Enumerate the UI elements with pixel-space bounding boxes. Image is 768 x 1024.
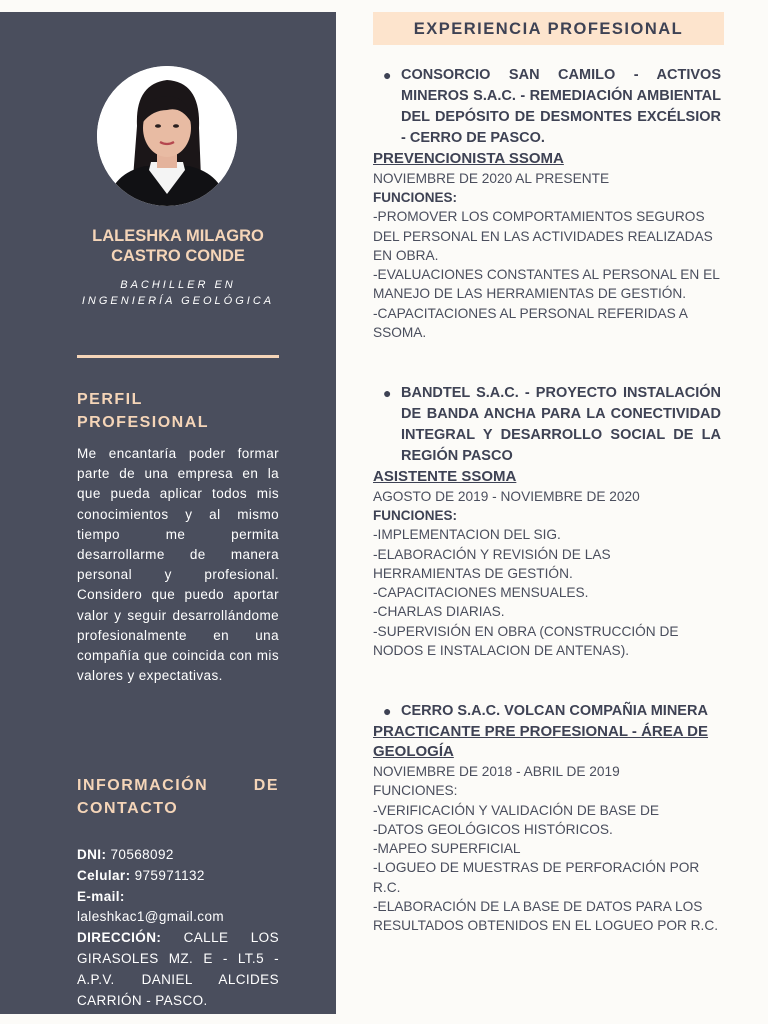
job-dates: NOVIEMBRE DE 2018 - ABRIL DE 2019 [373, 764, 620, 779]
experience-entry [373, 701, 721, 936]
bullet-icon: ● [383, 385, 392, 401]
function-item: -SUPERVISIÓN EN OBRA (CONSTRUCCIÓN DE NODOS E INSTALACION DE ANTENAS). [373, 623, 679, 659]
phone-value: 975971132 [130, 867, 205, 883]
dni-row [77, 845, 279, 866]
sidebar [0, 12, 336, 1014]
job-role: PRACTICANTE PRE PROFESIONAL - ÁREA DE GEOLOGÍA [373, 723, 709, 760]
address-value: CALLE LOS GIRASOLES MZ. E - LT.5 - A.P.V. DANIEL ALCIDES CARRIÓN - PASCO. [77, 930, 279, 1008]
functions-label: FUNCIONES: [373, 190, 457, 206]
experience-entry [373, 65, 721, 342]
experience-entry [373, 383, 721, 660]
profile-heading: PERFIL PROFESIONAL [77, 391, 210, 431]
function-item: -IMPLEMENTACION DEL SIG. [373, 527, 561, 543]
function-item: -EVALUACIONES CONSTANTES AL PERSONAL EN EL MANEJO DE LAS HERRAMIENTAS DE GESTIÓN. [373, 267, 720, 302]
candidate-name: LALESHKA MILAGRO CASTRO CONDE [92, 227, 264, 265]
job-dates: NOVIEMBRE DE 2020 AL PRESENTE [373, 171, 610, 186]
function-item: -ELABORACIÓN DE LA BASE DE DATOS PARA LOS RESULTADOS OBTENIDOS EN EL LOGUEO POR R.C. [373, 899, 719, 934]
function-item: -CAPACITACIONES MENSUALES. [373, 585, 589, 601]
email-label: E-mail: [77, 888, 125, 904]
job-dates: AGOSTO DE 2019 - NOVIEMBRE DE 2020 [373, 489, 640, 504]
function-item: -DATOS GEOLÓGICOS HISTÓRICOS. [373, 821, 613, 837]
function-item: -LOGUEO DE MUESTRAS DE PERFORACIÓN POR R.C. [373, 860, 700, 895]
bullet-icon: ● [383, 67, 392, 83]
functions-label: FUNCIONES: [373, 508, 457, 524]
job-role: ASISTENTE SSOMA [373, 468, 517, 485]
company-name: ● CONSORCIO SAN CAMILO - ACTIVOS MINEROS S.A.C. - REMEDIACIÓN AMBIENTAL DEL DEPÓSITO DE DESMONTES EXCÉLSIOR - CERRO DE PASCO. [383, 67, 721, 146]
experience-heading: EXPERIENCIA PROFESIONAL [373, 12, 724, 45]
phone-label: Celular: [77, 867, 131, 883]
company-name: ● BANDTEL S.A.C. - PROYECTO INSTALACIÓN DE BANDA ANCHA PARA LA CONECTIVIDAD INTEGRAL Y DESARROLLO SOCIAL DE LA REGIÓN PASCO [383, 385, 721, 464]
function-item: -VERIFICACIÓN Y VALIDACIÓN DE BASE DE [373, 802, 659, 818]
profile-photo [97, 66, 237, 206]
candidate-degree: BACHILLER EN INGENIERÍA GEOLÓGICA [81, 279, 275, 307]
section-divider [77, 355, 279, 358]
function-item: -ELABORACIÓN Y REVISIÓN DE LAS HERRAMIENTAS DE GESTIÓN. [373, 546, 611, 581]
phone-row [77, 866, 279, 887]
address-label: DIRECCIÓN: [77, 930, 162, 946]
contact-info [77, 845, 279, 1011]
function-item: -CAPACITACIONES AL PERSONAL REFERIDAS A SSOMA. [373, 305, 688, 341]
email-value[interactable]: laleshkac1@gmail.com [77, 909, 225, 925]
function-item: -CHARLAS DIARIAS. [373, 604, 505, 620]
bullet-icon: ● [383, 703, 392, 719]
functions-label: FUNCIONES: [373, 783, 458, 799]
function-item: -PROMOVER LOS COMPORTAMIENTOS SEGUROS DEL PERSONAL EN LAS ACTIVIDADES REALIZADAS EN OBRA. [373, 209, 713, 263]
profile-text: Me encantaría poder formar parte de una empresa en la que pueda aplicar todos mis conocimientos y al mismo tiempo me permita desarrollarme de manera personal y profesional. Considero que puedo aportar valor y seguir desarrollándome profesionalmente en una compañía que coincida con mis valores y expectativas. [77, 446, 279, 684]
contact-heading: INFORMACIÓN DE CONTACTO [77, 777, 279, 817]
dni-label: DNI: [77, 847, 107, 862]
job-role: PREVENCIONISTA SSOMA [373, 150, 564, 167]
address-row [77, 928, 279, 1011]
profile-portrait-image [97, 66, 237, 206]
company-name: ● CERRO S.A.C. VOLCAN COMPAÑIA MINERA [373, 701, 721, 722]
function-item: -MAPEO SUPERFICIAL [373, 841, 521, 857]
dni-value: 70568092 [106, 847, 174, 862]
